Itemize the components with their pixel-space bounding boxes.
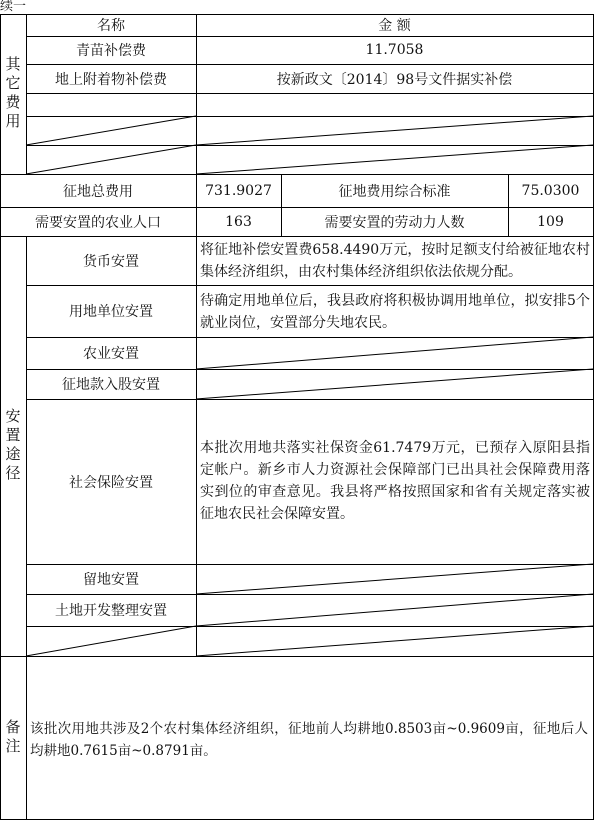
- labor-label: 需要安置的劳动力人数: [324, 214, 465, 231]
- agri-label: 农业安置: [83, 346, 139, 362]
- continuation-caption: 续一: [0, 0, 27, 14]
- seedling-fee-label: 青苗补偿费: [76, 43, 146, 59]
- social-security-text: 本批次用地共落实社保资金61.7479万元，已预存入原阳县指定帐户。新乡市人力资源社会保障部门已出具社会保障费用落实到位的审查意见。我县将严格按照国家和省有关规定落实被征地农民社会保障安置。: [200, 440, 590, 522]
- social-security-label: 社会保险安置: [69, 474, 153, 491]
- total-fee-value: 731.9027: [205, 182, 272, 199]
- currency-label: 货币安置: [83, 253, 139, 270]
- header-amount: 金 额: [378, 18, 411, 34]
- land-acquisition-table: [0, 14, 594, 820]
- other-fees-side-label: 其它费用: [3, 56, 22, 132]
- attachment-fee-value: 按新政文〔2014〕98号文件据实补偿: [276, 71, 513, 88]
- reserve-land-label: 留地安置: [83, 572, 139, 588]
- land-development-label: 土地开发整理安置: [55, 603, 167, 619]
- land-user-text: 待确定用地单位后，我县政府将积极协调用地单位，拟安排5个就业岗位，安置部分失地农民。: [200, 293, 590, 331]
- attachment-fee-label: 地上附着物补偿费: [55, 71, 167, 88]
- standard-label: 征地费用综合标准: [338, 183, 451, 200]
- population-label: 需要安置的农业人口: [35, 214, 161, 231]
- equity-label: 征地款入股安置: [62, 377, 160, 393]
- currency-text: 将征地补偿安置费658.4490万元，按时足额支付给被征地农村集体经济组织，由农村集体经济组织依法依规分配。: [200, 242, 590, 280]
- population-value: 163: [225, 213, 252, 230]
- total-fee-label: 征地总费用: [63, 183, 133, 200]
- seedling-fee-value: 11.7058: [365, 42, 424, 58]
- remarks-text: 该批次用地共涉及2个农村集体经济组织，征地前人均耕地0.8503亩~0.9609亩，征地后人均耕地0.7615亩~0.8791亩。: [30, 721, 588, 759]
- resettlement-side-label: 安置途径: [3, 408, 22, 484]
- remarks-side-label: 备注: [3, 719, 22, 757]
- land-user-label: 用地单位安置: [69, 304, 153, 320]
- standard-value: 75.0300: [521, 182, 580, 199]
- header-name: 名称: [97, 18, 125, 34]
- labor-value: 109: [537, 213, 564, 230]
